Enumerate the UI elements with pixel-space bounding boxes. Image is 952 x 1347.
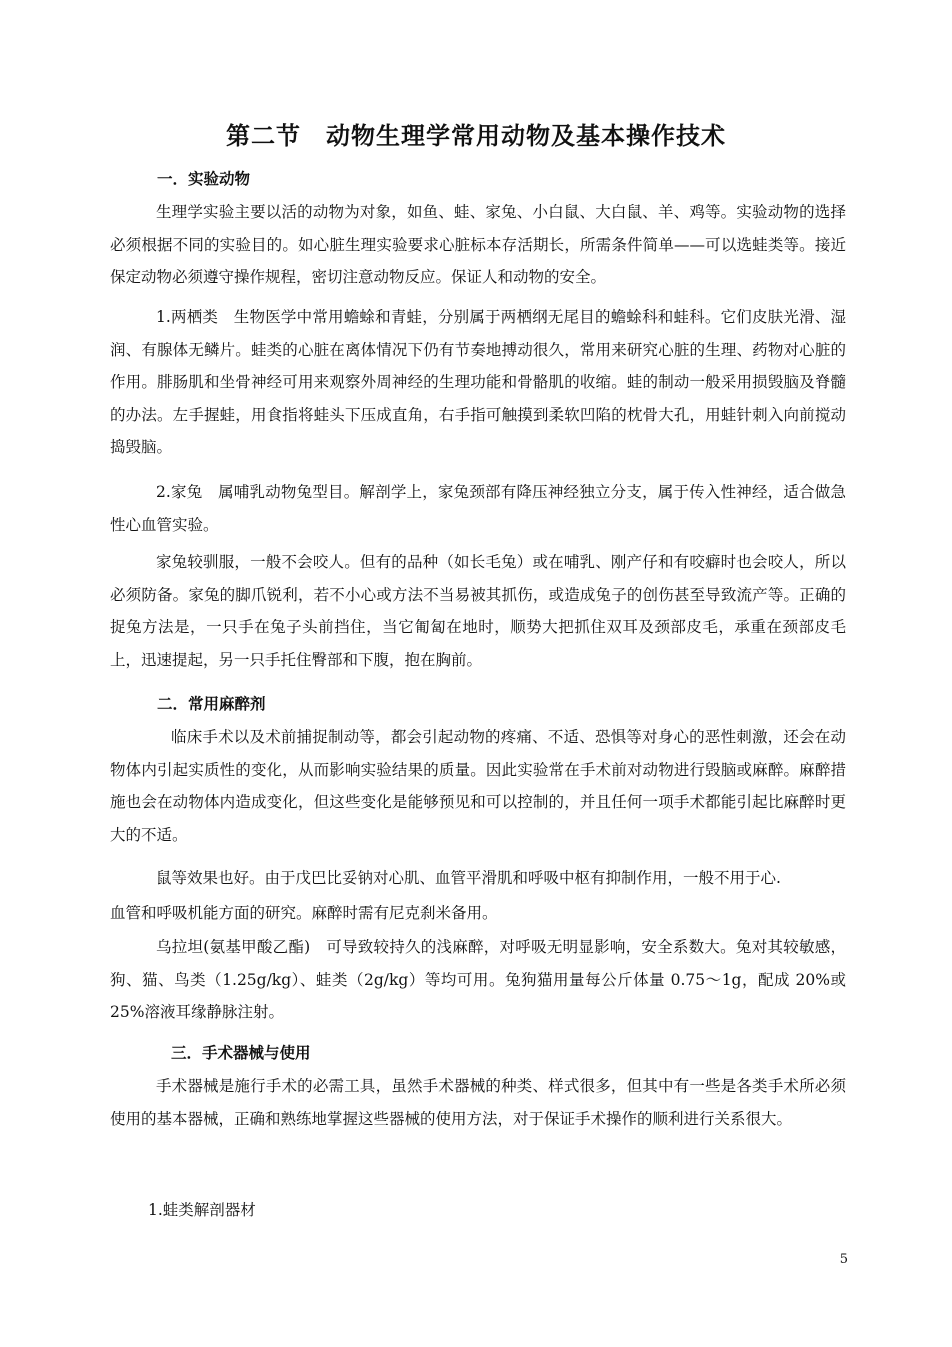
paragraph: 鼠等效果也好。由于戊巴比妥钠对心肌、血管平滑肌和呼吸中枢有抑制作用，一般不用于心. — [156, 869, 781, 887]
paragraph: 家兔较驯服，一般不会咬人。但有的品种（如长毛兔）或在哺乳、刚产仔和有咬癖时也会咬人，所以必须防备。家兔的脚爪锐利，若不小心或方法不当易被其抓伤，或造成兔子的创伤甚至导致流产等。正确的捉兔方法是，一只手在兔子头前挡住，当它匍匐在地时，顺势大把抓住双耳及颈部皮毛，承重在颈部皮毛上，迅速提起，另一只手托住臀部和下腹，抱在胸前。 — [110, 553, 846, 669]
page-number: 5 — [839, 1252, 848, 1267]
section-title: 第二节 动物生理学常用动物及基本操作技术 — [226, 121, 726, 150]
paragraph: 乌拉坦(氨基甲酸乙酯) 可导致较持久的浅麻醉，对呼吸无明显影响，安全系数大。兔对其较敏感，狗、猫、鸟类（1.25g/kg）、蛙类（2g/kg）等均可用。兔狗猫用量每公斤体量 0.75～1g，配成 20%或 25%溶液耳缘静脉注射。 — [110, 938, 846, 1021]
heading-anesthetics: 二．常用麻醉剂 — [157, 694, 266, 713]
paragraph: 临床手术以及术前捕捉制动等，都会引起动物的疼痛、不适、恐惧等对身心的恶性刺激，还会在动物体内引起实质性的变化，从而影响实验结果的质量。因此实验常在手术前对动物进行毁脑或麻醉。麻醉措施也会在动物体内造成变化，但这些变化是能够预见和可以控制的，并且任何一项手术都能引起比麻醉时更大的不适。 — [110, 728, 846, 844]
paragraph: 手术器械是施行手术的必需工具，虽然手术器械的种类、样式很多，但其中有一些是各类手术所必须使用的基本器械，正确和熟练地掌握这些器械的使用方法，对于保证手术操作的顺利进行关系很大。 — [110, 1077, 846, 1128]
paragraph: 生理学实验主要以活的动物为对象，如鱼、蛙、家兔、小白鼠、大白鼠、羊、鸡等。实验动物的选择必须根据不同的实验目的。如心脏生理实验要求心脏标本存活期长，所需条件简单——可以选蛙类等。接近保定动物必须遵守操作规程，密切注意动物反应。保证人和动物的安全。 — [110, 203, 846, 286]
subheading-frog-dissection-tools: 1.蛙类解剖器材 — [148, 1201, 256, 1219]
paragraph: 2.家兔 属哺乳动物兔型目。解剖学上，家兔颈部有降压神经独立分支，属于传入性神经，适合做急性心血管实验。 — [110, 483, 846, 534]
heading-experimental-animals: 一．实验动物 — [157, 169, 251, 188]
paragraph: 1.两栖类 生物医学中常用蟾蜍和青蛙，分别属于两栖纲无尾目的蟾蜍科和蛙科。它们皮肤光滑、湿润、有腺体无鳞片。蛙类的心脏在离体情况下仍有节奏地搏动很久，常用来研究心脏的生理、药物对心脏的作用。腓肠肌和坐骨神经可用来观察外周神经的生理功能和骨骼肌的收缩。蛙的制动一般采用损毁脑及脊髓的办法。左手握蛙，用食指将蛙头下压成直角，右手指可触摸到柔软凹陷的枕骨大孔，用蛙针刺入向前搅动捣毁脑。 — [110, 308, 846, 456]
heading-surgical-instruments: 三．手术器械与使用 — [171, 1043, 311, 1062]
paragraph: 血管和呼吸机能方面的研究。麻醉时需有尼克刹米备用。 — [110, 904, 498, 922]
